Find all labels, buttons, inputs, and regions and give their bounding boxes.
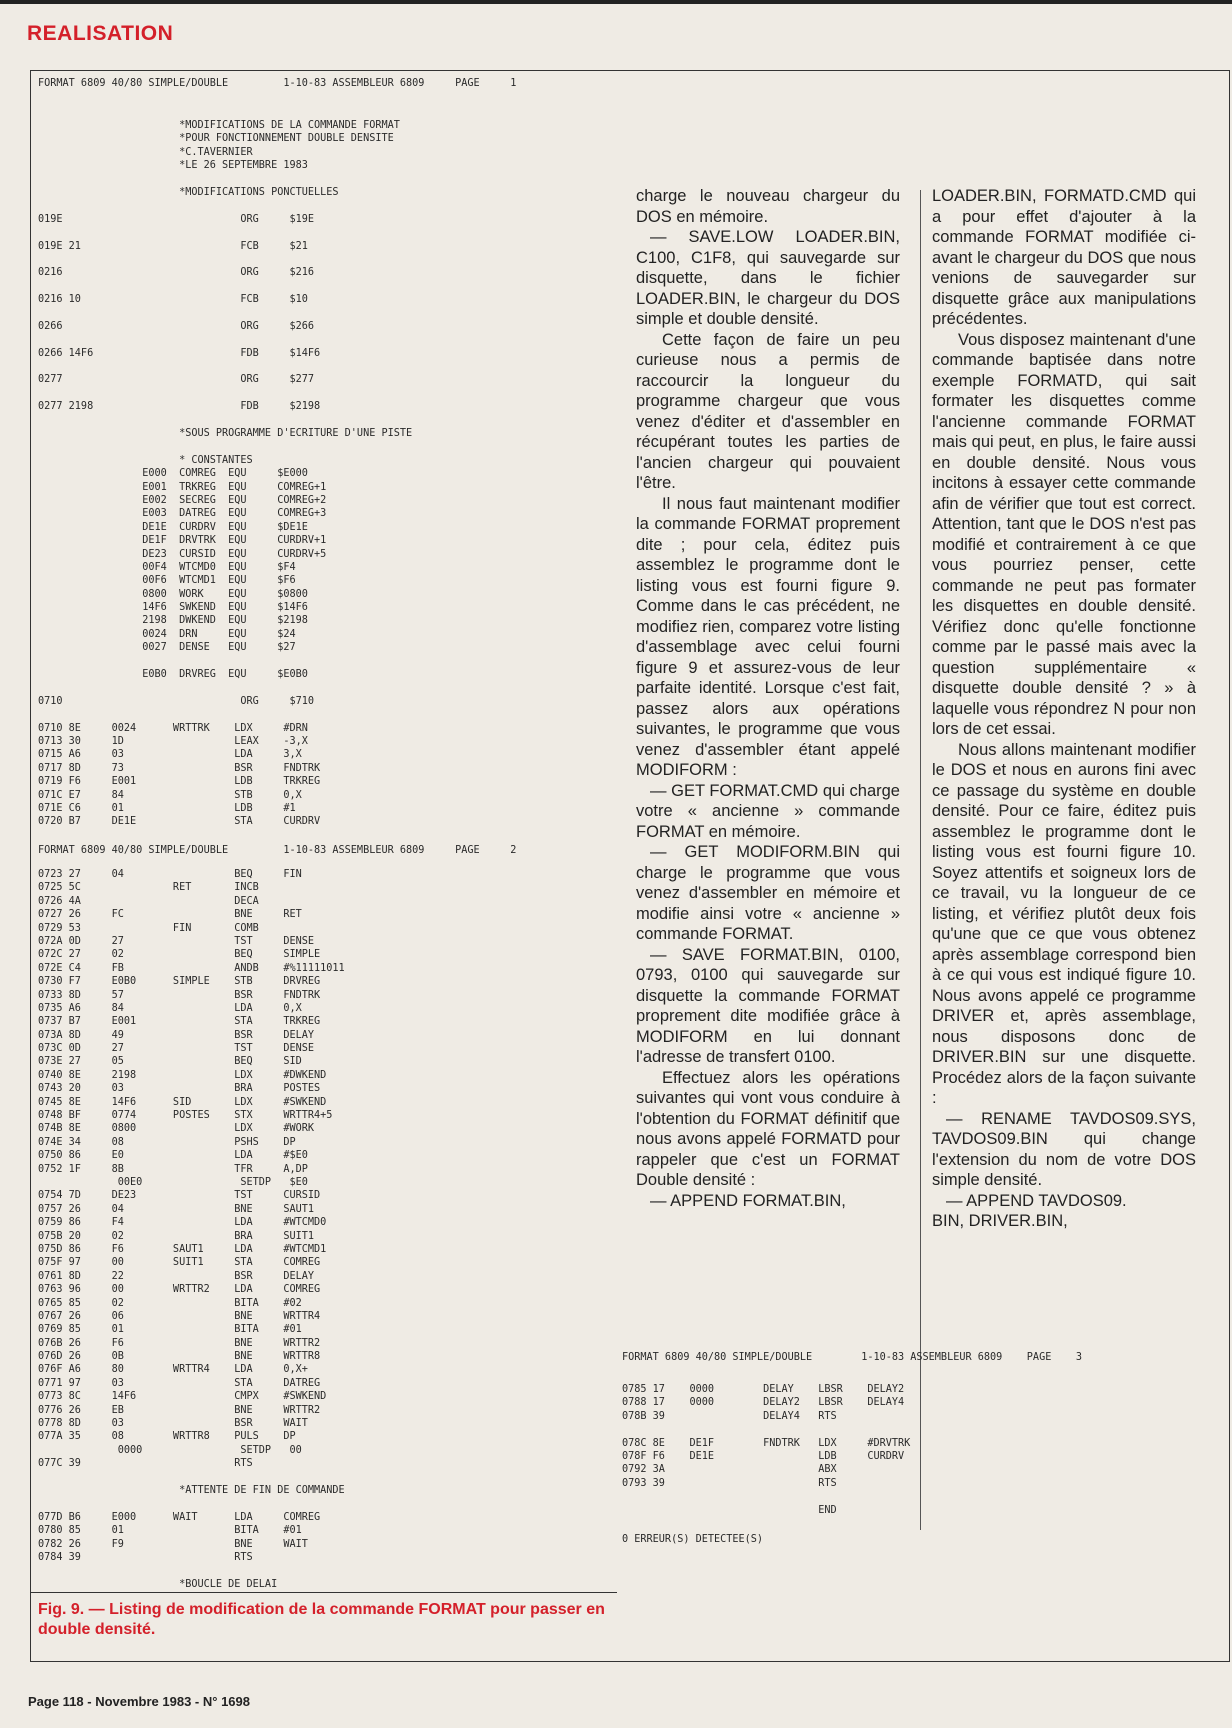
- listing-line: 0000 SETDP 00: [38, 1444, 302, 1456]
- listing-line: [38, 709, 608, 722]
- paragraph: Vous disposez maintenant d'une commande baptisée dans notre exemple FORMATD, qui sait formater les disquettes comme l'ancienne commande FORMAT mais qui peut, en plus, le faire aussi en double densité. Nous vous incitons à essayer cette commande afin de vérifier que tout est correct. Attention, tant que le DOS n'est pas modifié et contrairement à ce que vous pourriez penser, cette commande ne peut pas formater les disquettes en double densité. Vérifiez donc qu'elle fonctionne comme par le passé mais avec la question supplémentaire « disquette double densité ? » à laquelle vous répondrez N pour non lors de cet essai.: [932, 330, 1196, 738]
- listing-line: 078B 39 DELAY4 RTS: [622, 1410, 837, 1422]
- listing-line: 0784 39 RTS: [38, 1551, 253, 1563]
- listing-line: 0726 4A DECA: [38, 895, 259, 907]
- paragraph: Il nous faut maintenant modifier la commande FORMAT proprement dite ; pour cela, éditez puis assemblez le programme dont le listing vous est fourni figure 9. Comme dans le cas précédent, ne modifiez rien, comparez votre listing d'assemblage avec celui fourni figure 9 et assurez-vous de leur parfaite identité. Lorsque c'est fait, passez alors aux opérations suivantes, le programme que vous venez d'assembler étant appelé MODIFORM :: [636, 494, 900, 779]
- paragraph: — APPEND FORMAT.BIN,: [650, 1191, 846, 1210]
- listing-line: 0729 53 FIN COMB: [38, 922, 259, 934]
- listing-line: * CONSTANTES: [38, 454, 253, 466]
- listing-line: 077C 39 RTS: [38, 1458, 253, 1470]
- listing-line: *POUR FONCTIONNEMENT DOUBLE DENSITE: [38, 133, 394, 145]
- top-rule: [0, 0, 1232, 4]
- listing-line: *C.TAVERNIER: [38, 146, 253, 158]
- listing-line: *MODIFICATIONS DE LA COMMANDE FORMAT: [38, 120, 400, 131]
- listing-line: 0759 86 F4 LDA #WTCMD0: [38, 1217, 327, 1229]
- listing-line: 019E ORG $19E: [38, 213, 315, 225]
- listing-line: 074E 34 08 PSHS DP: [38, 1136, 296, 1148]
- listing-page3: [622, 1352, 1222, 1547]
- listing-line: 019E 21 FCB $21: [38, 240, 308, 252]
- listing-line: DE23 CURSID EQU CURDRV+5: [38, 548, 327, 560]
- listing-block-1: [38, 120, 608, 830]
- listing-line: 0216 ORG $216: [38, 267, 315, 279]
- listing-line: *SOUS PROGRAMME D'ECRITURE D'UNE PISTE: [38, 427, 413, 439]
- listing-line: 0757 26 04 BNE SAUT1: [38, 1203, 315, 1215]
- listing-line: [38, 334, 608, 347]
- listing-line: 0800 WORK EQU $0800: [38, 588, 308, 600]
- listing-line: 0710 ORG $710: [38, 695, 315, 707]
- listing-line: 073C 0D 27 TST DENSE: [38, 1043, 315, 1055]
- paragraph: BIN, DRIVER.BIN,: [932, 1212, 1068, 1230]
- listing-line: E001 TRKREG EQU COMREG+1: [38, 481, 327, 493]
- listing-fig9-page2: [38, 845, 608, 1592]
- listing-line: 076F A6 80 WRTTR4 LDA 0,X+: [38, 1364, 308, 1376]
- paragraph: — SAVE.LOW LOADER.BIN, C100, C1F8, qui sauvegarde sur disquette, dans le fichier LOADER.BIN, le chargeur du DOS simple et double densité.: [636, 228, 900, 328]
- listing-line: 00E0 SETDP $E0: [38, 1176, 308, 1188]
- listing-line: 0720 B7 DE1E STA CURDRV: [38, 816, 321, 828]
- listing-line: 0778 8D 03 BSR WAIT: [38, 1418, 308, 1430]
- listing-line: 0713 30 1D LEAX -3,X: [38, 735, 308, 747]
- listing-line: E003 DATREG EQU COMREG+3: [38, 508, 327, 520]
- listing-line: [38, 254, 608, 267]
- listing-line: E0B0 DRVREG EQU $E0B0: [38, 669, 308, 681]
- listing-line: 0782 26 F9 BNE WAIT: [38, 1538, 308, 1550]
- listing-line: [38, 200, 608, 213]
- listing-line: 0719 F6 E001 LDB TRKREG: [38, 776, 321, 788]
- paragraph: — RENAME TAVDOS09.SYS, TAVDOS09.BIN qui change l'extension du nom de votre DOS simple densité.: [932, 1109, 1196, 1189]
- listing-line: *LE 26 SEPTEMBRE 1983: [38, 160, 308, 172]
- paragraph: — GET FORMAT.CMD qui charge votre « ancienne » commande FORMAT en mémoire.: [636, 781, 900, 841]
- listing-line: 0776 26 EB BNE WRTTR2: [38, 1404, 321, 1416]
- listing-line: 0710 8E 0024 WRTTRK LDX #DRN: [38, 722, 308, 734]
- listing-line: [38, 682, 608, 695]
- listing-line: *MODIFICATIONS PONCTUELLES: [38, 186, 339, 198]
- listing-line: [38, 361, 608, 374]
- listing-line: 0733 8D 57 BSR FNDTRK: [38, 989, 321, 1001]
- listing-line: E000 COMREG EQU $E000: [38, 468, 308, 480]
- listing-line: 0027 DENSE EQU $27: [38, 642, 296, 654]
- listing-line: 071E C6 01 LDB #1: [38, 802, 296, 814]
- listing-line: 0748 BF 0774 POSTES STX WRTTR4+5: [38, 1110, 333, 1122]
- text-column-middle: [636, 186, 900, 1211]
- listing-line: *BOUCLE DE DELAI: [38, 1578, 278, 1590]
- listing-line: [38, 174, 608, 187]
- listing-line: 073E 27 05 BEQ SID: [38, 1056, 302, 1068]
- listing-fig9: [38, 78, 608, 830]
- listing-line: 0754 7D DE23 TST CURSID: [38, 1190, 321, 1202]
- listing-line: 075B 20 02 BRA SUIT1: [38, 1230, 315, 1242]
- listing-line: 0769 85 01 BITA #01: [38, 1324, 302, 1336]
- listing-line: 0750 86 E0 LDA #$E0: [38, 1150, 308, 1162]
- section-title: REALISATION: [27, 22, 174, 45]
- paragraph: — GET MODIFORM.BIN qui charge le programme que vous venez d'assembler en mémoire et modifie ainsi votre « ancienne » commande FORMAT.: [636, 843, 900, 943]
- listing-line: 073A 8D 49 BSR DELAY: [38, 1029, 315, 1041]
- paragraph: Effectuez alors les opérations suivantes qui vont vous conduire à l'obtention du FORMAT définitif que nous avons appelé FORMATD pour rappeler que c'est un FORMAT Double densité :: [636, 1068, 900, 1189]
- listing-line: 0725 5C RET INCB: [38, 882, 259, 894]
- listing-line: 077D B6 E000 WAIT LDA COMREG: [38, 1511, 321, 1523]
- listing-line: [38, 415, 608, 428]
- listing-line: 0277 2198 FDB $2198: [38, 401, 321, 413]
- listing-line: [622, 1424, 1222, 1437]
- listing-line: 14F6 SWKEND EQU $14F6: [38, 602, 308, 614]
- listing-line: 0771 97 03 STA DATREG: [38, 1377, 321, 1389]
- listing-line: *ATTENTE DE FIN DE COMMANDE: [38, 1484, 345, 1496]
- paragraph: charge le nouveau chargeur du DOS en mémoire.: [636, 187, 900, 226]
- listing-line: 072C 27 02 BEQ SIMPLE: [38, 949, 321, 961]
- listing-header-page3: FORMAT 6809 40/80 SIMPLE/DOUBLE 1-10-83 ASSEMBLEUR 6809 PAGE 3: [622, 1352, 1083, 1363]
- listing-line: [38, 656, 608, 669]
- listing-line: 0740 8E 2198 LDX #DWKEND: [38, 1069, 327, 1081]
- listing-line: 0767 26 06 BNE WRTTR4: [38, 1310, 321, 1322]
- listing-line: [38, 227, 608, 240]
- listing-line: [38, 1498, 608, 1511]
- listing-line: 2198 DWKEND EQU $2198: [38, 615, 308, 627]
- listing-header-page2: FORMAT 6809 40/80 SIMPLE/DOUBLE 1-10-83 ASSEMBLEUR 6809 PAGE 2: [38, 845, 517, 856]
- listing-line: 0737 B7 E001 STA TRKREG: [38, 1016, 321, 1028]
- listing-line: 0715 A6 03 LDA 3,X: [38, 749, 302, 761]
- listing-line: 0277 ORG $277: [38, 374, 315, 386]
- listing-line: 0216 10 FCB $10: [38, 294, 308, 306]
- listing-line: 077A 35 08 WRTTR8 PULS DP: [38, 1431, 296, 1443]
- listing-line: 076B 26 F6 BNE WRTTR2: [38, 1337, 321, 1349]
- page-footer: Page 118 - Novembre 1983 - N° 1698: [28, 1694, 250, 1709]
- paragraph: LOADER.BIN, FORMATD.CMD qui a pour effet d'ajouter à la commande FORMAT modifiée ci-avant le chargeur du DOS que nous venions de sauvegarder sur disquette grâce aux manipulations précédentes.: [932, 187, 1196, 328]
- listing-line: [38, 1472, 608, 1485]
- listing-line: DE1E CURDRV EQU $DE1E: [38, 521, 308, 533]
- error-count: 0 ERREUR(S) DETECTEE(S): [622, 1533, 764, 1545]
- listing-block-3: [622, 1384, 1222, 1518]
- listing-line: 0793 39 RTS: [622, 1477, 837, 1489]
- listing-line: 00F6 WTCMD1 EQU $F6: [38, 575, 296, 587]
- listing-header-page1: FORMAT 6809 40/80 SIMPLE/DOUBLE 1-10-83 ASSEMBLEUR 6809 PAGE 1: [38, 78, 517, 89]
- listing-line: 0024 DRN EQU $24: [38, 628, 296, 640]
- paragraph: — SAVE FORMAT.BIN, 0100, 0793, 0100 qui sauvegarde sur disquette la commande FORMAT proprement dite modifiée grâce à MODIFORM en lui donnant l'adresse de transfert 0100.: [636, 945, 900, 1066]
- paragraph: Cette façon de faire un peu curieuse nous a permis de raccourcir la longueur du programme chargeur que vous venez d'éditer et d'assembler en récupérant toutes les parties de l'ancien chargeur qui pouvaient l'être.: [636, 330, 900, 492]
- listing-line: 0717 8D 73 BSR FNDTRK: [38, 762, 321, 774]
- listing-line: 0266 ORG $266: [38, 320, 315, 332]
- listing-line: 0735 A6 84 LDA 0,X: [38, 1002, 302, 1014]
- listing-line: 00F4 WTCMD0 EQU $F4: [38, 561, 296, 573]
- paragraph: Nous allons maintenant modifier le DOS et nous en aurons fini avec ce passage du système en double densité. Pour ce faire, éditez puis assemblez le programme dont le listing vous est fourni figure 10. Soyez attentifs et soigneux lors de ce travail, vu la longueur de ce listing, et vérifiez plutôt deux fois qu'une que ce que vous obtenez après assemblage correspond bien à ce qui vous est indiqué figure 10. Nous avons appelé ce programme DRIVER et, après assemblage, nous disposons donc de DRIVER.BIN sur une disquette. Procédez alors de la façon suivante :: [932, 740, 1196, 1107]
- listing-line: 071C E7 84 STB 0,X: [38, 789, 302, 801]
- listing-line: 0765 85 02 BITA #02: [38, 1297, 302, 1309]
- listing-line: [38, 281, 608, 294]
- listing-line: END: [622, 1504, 837, 1516]
- listing-line: 0763 96 00 WRTTR2 LDA COMREG: [38, 1284, 321, 1296]
- listing-line: 0745 8E 14F6 SID LDX #SWKEND: [38, 1096, 327, 1108]
- listing-line: 0752 1F 8B TFR A,DP: [38, 1163, 308, 1175]
- listing-line: 0788 17 0000 DELAY2 LBSR DELAY4: [622, 1397, 905, 1409]
- listing-line: 072A 0D 27 TST DENSE: [38, 935, 315, 947]
- listing-line: DE1F DRVTRK EQU CURDRV+1: [38, 535, 327, 547]
- listing-line: 0743 20 03 BRA POSTES: [38, 1083, 321, 1095]
- listing-line: 0727 26 FC BNE RET: [38, 909, 302, 921]
- listing-line: [38, 388, 608, 401]
- listing-line: 0730 F7 E0B0 SIMPLE STB DRVREG: [38, 976, 321, 988]
- text-column-right: [932, 186, 1196, 1232]
- column-separator: [920, 190, 921, 1530]
- listing-line: 072E C4 FB ANDB #%11111011: [38, 962, 345, 974]
- listing-line: [622, 1491, 1222, 1504]
- listing-line: 0773 8C 14F6 CMPX #SWKEND: [38, 1391, 327, 1403]
- listing-line: 0785 17 0000 DELAY LBSR DELAY2: [622, 1384, 905, 1395]
- caption-rule: [30, 1592, 617, 1593]
- listing-line: E002 SECREG EQU COMREG+2: [38, 494, 327, 506]
- listing-block-2: [38, 869, 608, 1592]
- listing-line: 074B 8E 0800 LDX #WORK: [38, 1123, 315, 1135]
- listing-line: [38, 1565, 608, 1578]
- figure-caption: Fig. 9. — Listing de modification de la commande FORMAT pour passer en double densité.: [38, 1601, 605, 1638]
- listing-line: 075D 86 F6 SAUT1 LDA #WTCMD1: [38, 1243, 327, 1255]
- listing-line: 0780 85 01 BITA #01: [38, 1525, 302, 1537]
- listing-line: [38, 307, 608, 320]
- listing-line: 078F F6 DE1E LDB CURDRV: [622, 1450, 905, 1462]
- listing-line: 0761 8D 22 BSR DELAY: [38, 1270, 315, 1282]
- listing-line: [38, 441, 608, 454]
- listing-line: 075F 97 00 SUIT1 STA COMREG: [38, 1257, 321, 1269]
- listing-line: 078C 8E DE1F FNDTRK LDX #DRVTRK: [622, 1437, 911, 1449]
- paragraph: — APPEND TAVDOS09.: [946, 1191, 1127, 1210]
- listing-line: 076D 26 0B BNE WRTTR8: [38, 1351, 321, 1363]
- listing-line: 0792 3A ABX: [622, 1464, 837, 1476]
- listing-line: 0723 27 04 BEQ FIN: [38, 869, 302, 880]
- listing-line: 0266 14F6 FDB $14F6: [38, 347, 321, 359]
